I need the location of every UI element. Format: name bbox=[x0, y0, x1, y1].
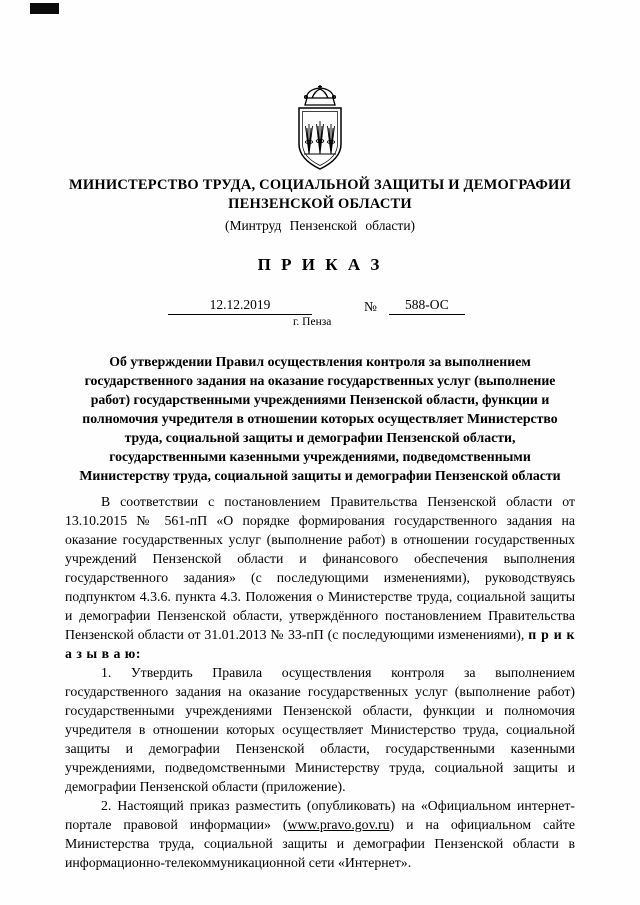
preamble-paragraph bbox=[65, 492, 575, 663]
prikazyvayu-keyword: п р и к а з ы в а ю: bbox=[65, 627, 575, 661]
scan-corner-mark bbox=[30, 3, 59, 14]
document-type-heading: П Р И К А З bbox=[257, 255, 383, 274]
coat-of-arms bbox=[0, 84, 640, 172]
order-title: Об утверждении Правил осуществления контроля за выполнением государственного задания на оказание государственных услуг (выполнение работ) государственными учреждениями Пензенской области, функции и полномочия учредителя в отношении которых осуществляет Министерство труда, социальной защиты и демографии Пензенской области, государственными казенными учреждениями, подведомственными Министерству труда, социальной защиты и демографии Пензенской области bbox=[79, 354, 561, 483]
ministry-short-name: (Минтруд Пензенской области) bbox=[224, 218, 416, 233]
item2-text-after: ) и на официальном сайте Министерства труда, социальной защиты и демографии Пензенской области в информационно-телекоммуникационной сети «Интернет». bbox=[65, 817, 575, 870]
pravo-gov-ru-link[interactable]: www.pravo.gov.ru bbox=[287, 817, 390, 832]
order-body bbox=[65, 492, 575, 872]
document-header bbox=[65, 176, 575, 234]
preamble-text: В соответствии с постановлением Правительства Пензенской области от 13.10.2015 № 561-пП «О порядке формирования государственного задания на оказание государственных услуг (выполнение работ) в отношении государственных учреждений Пензенской области и финансового обеспечения выполнения государственного задания» (с последующими изменениями), руководствуясь подпунктом 4.3.6. пункта 4.3. Положения о Министерстве труда, социальной защиты и демографии Пензенской области, утверждённого постановлением Правительства Пензенской области от 31.01.2013 № 33-пП (с последующими изменениями), bbox=[65, 494, 575, 642]
date-field: 12.12.2019 bbox=[168, 297, 312, 315]
penza-coat-of-arms-icon bbox=[292, 84, 348, 172]
number-field: 588-ОС bbox=[389, 297, 465, 315]
place-field: г. Пенза bbox=[293, 316, 332, 328]
ministry-name-line1: МИНИСТЕРСТВО ТРУДА, СОЦИАЛЬНОЙ ЗАЩИТЫ И ДЕМОГРАФИИ bbox=[69, 177, 571, 193]
item2-text-before: 2. Настоящий приказ разместить (опубликовать) на «Официальном интернет-портале правовой информации» ( bbox=[65, 798, 575, 832]
order-item-2 bbox=[65, 796, 575, 872]
requisites-block bbox=[65, 297, 575, 328]
order-item-1: 1. Утвердить Правила осуществления контроля за выполнением государственного задания на оказание государственных услуг (выполнение работ) государственными учреждениями Пензенской области, функции и полномочия учредителя в отношении которых осуществляет Министерство труда, социальной защиты и демографии Пензенской области, государственными казенными учреждениями, подведомственными Министерству труда, социальной защиты и демографии Пензенской области (приложение). bbox=[65, 665, 575, 794]
number-sign: № bbox=[364, 299, 377, 314]
ministry-name-line2: ПЕНЗЕНСКОЙ ОБЛАСТИ bbox=[228, 196, 412, 212]
date-number-row bbox=[65, 297, 575, 315]
